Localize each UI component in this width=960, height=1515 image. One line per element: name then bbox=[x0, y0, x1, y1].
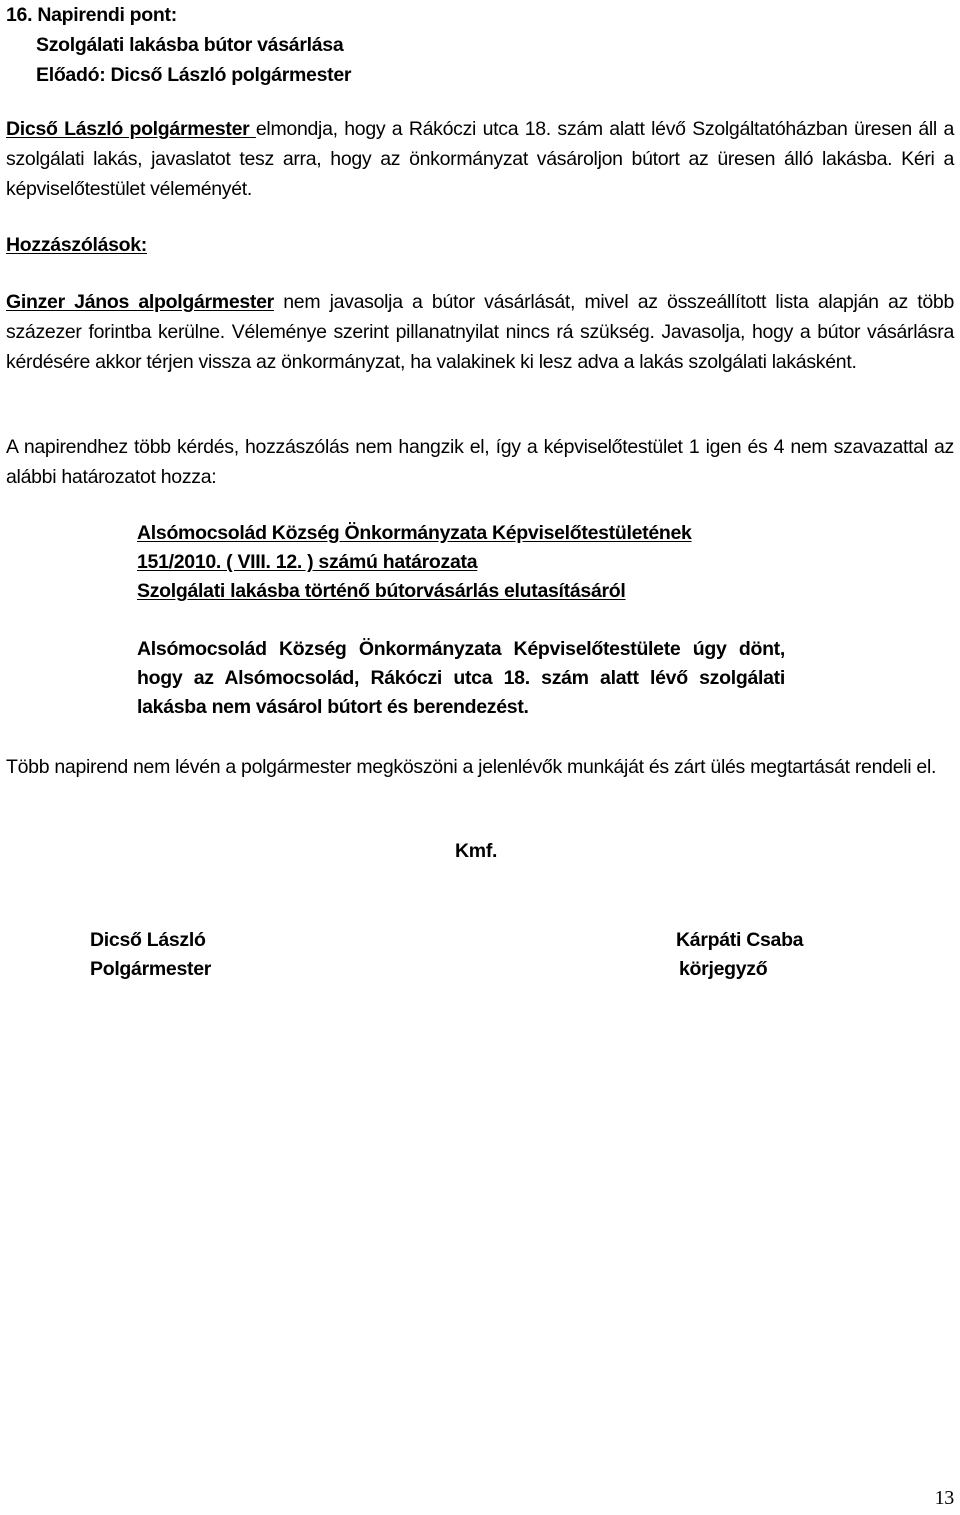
signature-notary-name: Kárpáti Csaba bbox=[676, 929, 804, 951]
deputy-speaker: Ginzer János alpolgármester bbox=[6, 291, 274, 313]
agenda-topic: Szolgálati lakásba bútor vásárlása bbox=[36, 34, 344, 56]
deputy-statement: nem javasolja a bútor vásárlását, mivel az összeállított lista alapján az több százezer forintba kerülne. Véleménye szerint pillanatnyilat nincs rá szükség. Javasolja, hogy a bútor vásárlásra kérdésére akkor térjen vissza az önkormányzat, ha valakinek ki lesz adva a lakás szolgálati lakásként. bbox=[6, 291, 955, 373]
deputy-paragraph bbox=[6, 287, 954, 377]
signature-mayor-name: Dicső László bbox=[90, 929, 206, 951]
kmf-label: Kmf. bbox=[455, 840, 498, 862]
mayor-paragraph bbox=[6, 114, 954, 204]
signature-mayor bbox=[90, 926, 211, 984]
signature-notary bbox=[676, 926, 803, 984]
page-number: 13 bbox=[934, 1487, 954, 1509]
vote-paragraph: A napirendhez több kérdés, hozzászólás nem hangzik el, így a képviselőtestület 1 igen és 4 nem szavazattal az alábbi határozatot hozza: bbox=[6, 436, 954, 488]
resolution-text: Alsómocsolád Község Önkormányzata Képviselőtestülete úgy dönt, hogy az Alsómocsolád, Rákóczi utca 18. szám alatt lévő szolgálati lakásba nem vásárol bútort és berendezést. bbox=[137, 638, 785, 718]
agenda-header bbox=[6, 0, 954, 90]
mayor-statement: elmondja, hogy a Rákóczi utca 18. szám alatt lévő Szolgáltatóházban üresen áll a szolgálati lakás, javaslatot tesz arra, hogy az önkormányzat vásároljon bútort az üresen álló lakásba. Kéri a képviselőtestület véleményét. bbox=[6, 118, 954, 200]
resolution-subject: Szolgálati lakásba történő bútorvásárlás elutasításáról bbox=[137, 580, 626, 602]
agenda-presenter: Előadó: Dicső László polgármester bbox=[36, 64, 352, 86]
mayor-speaker: Dicső László polgármester bbox=[6, 118, 256, 140]
resolution-body-name: Alsómocsolád Község Önkormányzata Képviselőtestületének bbox=[137, 522, 692, 544]
resolution-number: 151/2010. ( VIII. 12. ) számú határozata bbox=[137, 551, 478, 573]
agenda-number: 16. Napirendi pont: bbox=[6, 4, 177, 26]
signature-notary-title: körjegyző bbox=[679, 958, 768, 980]
signature-mayor-title: Polgármester bbox=[90, 958, 212, 980]
closing-paragraph: Több napirend nem lévén a polgármester megköszöni a jelenlévők munkáját és zárt ülés megtartását rendeli el. bbox=[6, 756, 937, 778]
resolution-heading bbox=[137, 519, 785, 606]
comments-heading: Hozzászólások: bbox=[6, 234, 148, 256]
